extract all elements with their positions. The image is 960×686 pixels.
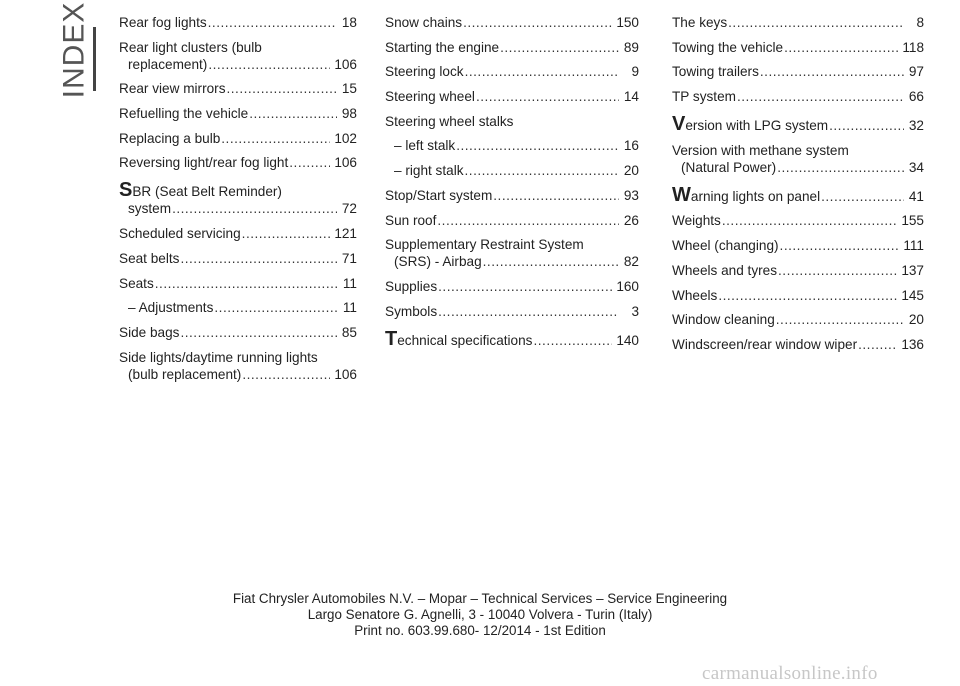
page-number: 98 [341,106,357,122]
publisher-footer [0,591,960,639]
leader-dots [155,275,337,292]
footer-line-company: Fiat Chrysler Automobiles N.V. – Mopar – Technical Services – Service Engineering [232,591,728,606]
index-entry-line [672,237,924,254]
leader-dots [493,187,619,204]
index-entry-label: ersion with LPG system [685,118,829,134]
page-number: 18 [341,15,357,30]
index-entry-line [385,14,639,31]
leader-dots [438,278,612,295]
index-entry-line [119,275,357,292]
index-entry-line [119,366,357,383]
index-entry-line [672,287,924,304]
index-entry-label: Towing trailers [672,64,759,80]
index-entry-wheel-changing [672,237,924,254]
index-entry-line [119,349,357,366]
index-entry-line [119,299,357,316]
index-entry-technical-specifications [385,327,639,350]
index-entry-line [385,187,639,204]
index-entry-label: Scheduled servicing [119,226,241,242]
index-entry-label: Side lights/daytime running lights [119,349,318,365]
index-entry-line [119,200,357,217]
leader-dots [533,332,612,349]
index-entry-adjustments [119,299,357,316]
leader-dots [465,162,619,179]
leader-dots [728,14,904,31]
index-entry-line [672,212,924,229]
leader-dots [242,225,331,242]
section-initial-letter: T [385,327,398,350]
index-entry-label: Supplies [385,278,438,294]
index-entry-line [385,63,639,80]
leader-dots [858,336,897,353]
index-entry-sun-roof [385,212,639,229]
index-entry-version-with-lpg-system [672,113,924,136]
index-entry-label: arning lights on panel [690,188,821,204]
index-entry-label: Window cleaning [672,312,775,328]
leader-dots [722,212,897,229]
index-entry-starting-the-engine [385,39,639,56]
leader-dots [180,250,337,267]
index-entry-supplies [385,278,639,295]
leader-dots [463,14,612,31]
index-entry-line [672,14,924,31]
index-entry-label: Replacing a bulb [119,130,221,146]
index-entry-label: (Natural Power) [681,159,777,175]
index-entry-rear-view-mirrors [119,80,357,97]
index-entry-label: Version with methane system [672,142,849,158]
page-number: 102 [334,130,357,146]
index-entry-label: Starting the engine [385,39,500,55]
index-entry-supplementary-restraint-system-srs-airbag [385,236,639,270]
page-number: 9 [631,64,639,80]
index-entry-line [672,113,924,136]
index-entry-line [385,137,639,154]
section-initial-letter: S [119,179,133,202]
page-number: 137 [901,262,924,278]
leader-dots [760,63,904,80]
index-entry-line [119,250,357,267]
leader-dots [776,311,904,328]
index-entry-label: echnical specifications [397,332,533,348]
page-number: 106 [334,155,357,171]
index-entry-left-stalk [385,137,639,154]
index-entry-warning-lights-on-panel [672,183,924,206]
index-entry-symbols [385,303,639,320]
page-number: 106 [334,56,357,72]
index-entry-line [119,324,357,341]
index-entry-line [672,311,924,328]
index-entry-line [672,262,924,279]
index-entry-label: replacement) [128,56,208,72]
section-initial-letter: W [672,183,691,206]
leader-dots [784,39,898,56]
index-entry-line [119,105,357,122]
index-entry-label: Seats [119,275,154,291]
index-entry-tp-system [672,88,924,105]
page-number: 85 [341,324,357,340]
index-entry-line [119,56,357,73]
index-entry-label: Side bags [119,324,180,340]
index-entry-label: Wheels and tyres [672,262,778,278]
index-entry-rear-light-clusters-bulb-replacement [119,39,357,73]
index-entry-stop-start-system [385,187,639,204]
index-entry-side-bags [119,324,357,341]
page-number: 97 [908,64,924,80]
page-number: 89 [623,39,639,55]
index-entry-line [119,14,357,31]
index-entry-label: – left stalk [394,138,456,154]
index-entry-line [672,88,924,105]
leader-dots [289,154,330,171]
index-entry-rear-fog-lights [119,14,357,31]
page-number: 26 [623,212,639,228]
page-number: 93 [623,187,639,203]
index-column-2 [385,14,639,356]
page-number: 155 [901,213,924,229]
index-column-1 [119,14,357,390]
index-title-text: INDEX [57,1,90,99]
leader-dots [227,80,338,97]
leader-dots [249,105,337,122]
leader-dots [221,130,330,147]
index-entry-side-lights-daytime-running-lights-bulb-replacement [119,349,357,383]
index-entry-towing-trailers [672,63,924,80]
index-entry-reversing-light-rear-fog-light [119,154,357,171]
index-entry-label: Reversing light/rear fog light [119,155,289,171]
page-number: 160 [616,278,639,294]
index-entry-line [672,336,924,353]
leader-dots [821,188,904,205]
leader-dots [180,324,337,341]
index-entry-label: TP system [672,89,736,105]
index-entry-sbr-seat-belt-reminder-system [119,179,357,217]
footer-line-address: Largo Senatore G. Agnelli, 3 - 10040 Volvera - Turin (Italy) [307,607,653,622]
index-entry-label: Rear view mirrors [119,81,226,97]
page-number: 15 [341,81,357,97]
leader-dots [456,137,619,154]
index-entry-window-cleaning [672,311,924,328]
index-entry-line [385,236,639,253]
index-entry-label: The keys [672,15,728,30]
index-entry-line [672,63,924,80]
index-entry-wheels [672,287,924,304]
leader-dots [718,287,897,304]
index-entry-seat-belts [119,250,357,267]
index-entry-label: (SRS) - Airbag [394,254,482,270]
index-entry-line [119,179,357,202]
index-entry-line [672,142,924,159]
index-entry-line [385,162,639,179]
index-entry-weights [672,212,924,229]
page-number: 14 [623,89,639,105]
index-entry-steering-wheel [385,88,639,105]
index-entry-line [119,80,357,97]
page-number: 121 [334,226,357,242]
index-entry-label: Snow chains [385,15,463,30]
page-number: 11 [342,275,357,291]
index-entry-label: Weights [672,213,721,229]
footer-line-print-number: Print no. 603.99.680- 12/2014 - 1st Edition [354,623,606,638]
index-entry-label: – right stalk [394,163,464,179]
page-number: 82 [623,254,639,270]
index-column-3 [672,14,924,361]
index-entry-label: Supplementary Restraint System [385,237,584,253]
index-entry-label: Windscreen/rear window wiper [672,336,858,352]
leader-dots [737,88,904,105]
page-number: 71 [341,250,357,266]
leader-dots [829,117,904,134]
site-watermark: carmanualsonline.info [702,663,878,684]
index-entry-label: Rear light clusters (bulb [119,39,262,55]
index-entry-the-keys [672,14,924,31]
page-number: 3 [631,303,639,319]
index-entry-line [119,225,357,242]
index-entry-label: Seat belts [119,250,180,266]
page-number: 34 [908,159,924,175]
page-number: 66 [908,89,924,105]
index-entry-seats [119,275,357,292]
index-entry-label: Symbols [385,303,438,319]
page-number: 136 [901,336,924,352]
page-number: 145 [901,287,924,303]
page-number: 11 [342,300,357,316]
index-entry-replacing-a-bulb [119,130,357,147]
index-entry-line [119,130,357,147]
index-entry-wheels-and-tyres [672,262,924,279]
page-number: 72 [341,201,357,217]
index-entry-label: BR (Seat Belt Reminder) [132,184,282,200]
index-entry-label: system [128,201,172,217]
leader-dots [208,14,337,31]
page-number: 20 [908,312,924,328]
leader-dots [483,253,619,270]
index-side-title [54,1,94,99]
index-entry-line [119,39,357,56]
index-entry-line [385,278,639,295]
page-number: 32 [908,118,924,134]
leader-dots [214,299,337,316]
index-entry-label: Wheels [672,287,718,303]
page-number: 8 [916,15,924,30]
leader-dots [777,159,904,176]
index-entry-label: Refuelling the vehicle [119,106,249,122]
leader-dots [778,262,897,279]
index-entry-line [385,303,639,320]
index-entry-line [385,88,639,105]
index-entry-label: Steering wheel stalks [385,113,514,129]
section-initial-letter: V [672,113,686,136]
leader-dots [465,63,619,80]
leader-dots [476,88,619,105]
index-entry-scheduled-servicing [119,225,357,242]
index-entry-line [385,212,639,229]
index-entry-line [385,113,639,130]
index-entry-refuelling-the-vehicle [119,105,357,122]
side-divider [93,27,96,91]
index-entry-label: Rear fog lights [119,15,207,30]
leader-dots [242,366,330,383]
index-entry-label: Stop/Start system [385,187,493,203]
index-entry-line [672,183,924,206]
page-number: 20 [623,163,639,179]
page-number: 118 [902,39,924,55]
index-entry-line [672,159,924,176]
index-entry-version-with-methane-system-natural-power [672,142,924,176]
page-number: 140 [616,332,639,348]
index-entry-line [385,253,639,270]
index-entry-steering-lock [385,63,639,80]
index-entry-label: – Adjustments [128,300,214,316]
index-entry-line [385,327,639,350]
index-entry-label: Steering wheel [385,89,475,105]
page-number: 41 [908,188,924,204]
leader-dots [780,237,900,254]
index-entry-snow-chains [385,14,639,31]
index-entry-line [672,39,924,56]
index-entry-towing-the-vehicle [672,39,924,56]
page-number: 16 [623,138,639,154]
index-entry-label: Sun roof [385,212,437,228]
index-entry-line [385,39,639,56]
leader-dots [208,56,330,73]
index-entry-windscreen-rear-window-wiper [672,336,924,353]
index-entry-line [119,154,357,171]
leader-dots [437,212,619,229]
index-entry-label: Steering lock [385,64,464,80]
page-number: 111 [903,238,924,254]
index-entry-label: (bulb replacement) [128,366,242,382]
leader-dots [438,303,619,320]
page-number: 150 [616,15,639,30]
index-entry-right-stalk [385,162,639,179]
index-entry-label: Towing the vehicle [672,39,784,55]
index-entry-label: Wheel (changing) [672,238,779,254]
page-number: 106 [334,366,357,382]
leader-dots [500,39,619,56]
index-entry-steering-wheel-stalks [385,113,639,130]
leader-dots [172,200,337,217]
